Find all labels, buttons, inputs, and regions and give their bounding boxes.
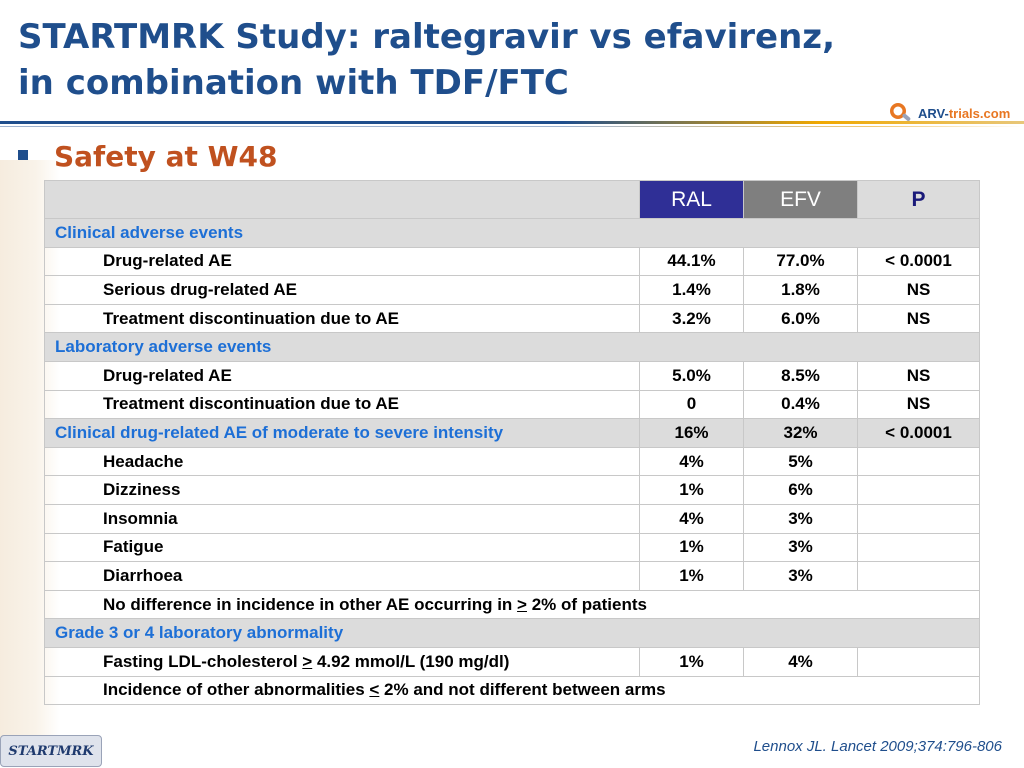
table-row [45, 276, 980, 305]
efv-value: 4% [744, 647, 858, 676]
row-label: Drug-related AE [45, 361, 640, 390]
p-value: < 0.0001 [858, 247, 980, 276]
ral-value: 1% [640, 562, 744, 591]
note-text-before: No difference in incidence in other AE occurring in [103, 594, 518, 614]
other-abnormalities-note [45, 676, 980, 705]
header-efv: EFV [744, 181, 858, 219]
efv-value: 3% [744, 562, 858, 591]
p-value [858, 476, 980, 505]
logo-text-main: ARV- [918, 105, 949, 121]
efv-value: 3% [744, 504, 858, 533]
slide-title-line1: STARTMRK Study: raltegravir vs efavirenz, [18, 17, 836, 57]
header-ral: RAL [640, 181, 744, 219]
ral-value: 1% [640, 476, 744, 505]
p-value: NS [858, 276, 980, 305]
table-row-note [45, 676, 980, 705]
header-divider [0, 121, 1024, 124]
row-label: Insomnia [45, 504, 640, 533]
ral-value: 44.1% [640, 247, 744, 276]
slide-title-line2: in combination with TDF/FTC [18, 63, 569, 103]
ral-value: 0 [640, 390, 744, 419]
safety-table [44, 180, 980, 705]
note-text-after: 2% of patients [526, 594, 647, 614]
note-text-after: 2% and not different between arms [379, 680, 666, 700]
p-value: NS [858, 304, 980, 333]
p-value: NS [858, 361, 980, 390]
ral-value: 4% [640, 504, 744, 533]
ral-value: 3.2% [640, 304, 744, 333]
efv-value: 77.0% [744, 247, 858, 276]
note-symbol: < [369, 680, 380, 700]
efv-value: 0.4% [744, 390, 858, 419]
section-label: Grade 3 or 4 laboratory abnormality [45, 619, 980, 648]
table-header-row [45, 181, 980, 219]
row-label: Serious drug-related AE [45, 276, 640, 305]
efv-value: 5% [744, 447, 858, 476]
row-label: Fatigue [45, 533, 640, 562]
logo-text-accent: trials [948, 105, 980, 121]
table-row [45, 447, 980, 476]
ral-value: 1% [640, 647, 744, 676]
ldl-symbol: > [302, 651, 313, 671]
note-symbol: > [517, 594, 527, 614]
p-value [858, 447, 980, 476]
logo-text-suffix: .com [979, 105, 1011, 121]
ral-value: 16% [640, 419, 744, 448]
row-label: Drug-related AE [45, 247, 640, 276]
efv-value: 3% [744, 533, 858, 562]
citation: Lennox JL. Lancet 2009;374:796-806 [753, 738, 1002, 755]
slide-title [18, 14, 835, 106]
header-p: P [858, 181, 980, 219]
efv-value: 6% [744, 476, 858, 505]
row-label: Diarrhoea [45, 562, 640, 591]
table-row [45, 247, 980, 276]
table-row [45, 504, 980, 533]
section-subtitle: Safety at W48 [54, 140, 278, 173]
table-row [45, 304, 980, 333]
row-label: Treatment discontinuation due to AE [45, 390, 640, 419]
p-value [858, 533, 980, 562]
bullet-square-icon [18, 150, 28, 160]
note-text-before: Incidence of other abnormalities [103, 680, 370, 700]
efv-value: 1.8% [744, 276, 858, 305]
row-label [45, 647, 640, 676]
efv-value: 32% [744, 419, 858, 448]
section-label: Clinical drug-related AE of moderate to severe intensity [45, 419, 640, 448]
ral-value: 1% [640, 533, 744, 562]
section-label: Clinical adverse events [45, 219, 980, 248]
section-label: Laboratory adverse events [45, 333, 980, 362]
table-row [45, 476, 980, 505]
p-value: NS [858, 390, 980, 419]
p-value: < 0.0001 [858, 419, 980, 448]
row-label: Treatment discontinuation due to AE [45, 304, 640, 333]
row-label: Headache [45, 447, 640, 476]
table-row [45, 361, 980, 390]
header-divider-thin [0, 126, 1024, 127]
section-row-clinical [45, 219, 980, 248]
table-row-note [45, 590, 980, 619]
ral-value: 1.4% [640, 276, 744, 305]
p-value [858, 562, 980, 591]
header-empty-cell [45, 181, 640, 219]
study-badge: STARTMRK [0, 735, 102, 767]
logo-text [918, 106, 1010, 121]
table-row [45, 647, 980, 676]
section-row-moderate-severe [45, 419, 980, 448]
efv-value: 8.5% [744, 361, 858, 390]
row-label: Dizziness [45, 476, 640, 505]
section-row-laboratory [45, 333, 980, 362]
section-row-grade-3-4 [45, 619, 980, 648]
ldl-text-before: Fasting LDL-cholesterol [103, 651, 303, 671]
table-row [45, 533, 980, 562]
ral-value: 4% [640, 447, 744, 476]
other-ae-note [45, 590, 980, 619]
ldl-text-after: 4.92 mmol/L (190 mg/dl) [312, 651, 510, 671]
efv-value: 6.0% [744, 304, 858, 333]
table-row [45, 390, 980, 419]
p-value [858, 504, 980, 533]
p-value [858, 647, 980, 676]
ral-value: 5.0% [640, 361, 744, 390]
table-row [45, 562, 980, 591]
